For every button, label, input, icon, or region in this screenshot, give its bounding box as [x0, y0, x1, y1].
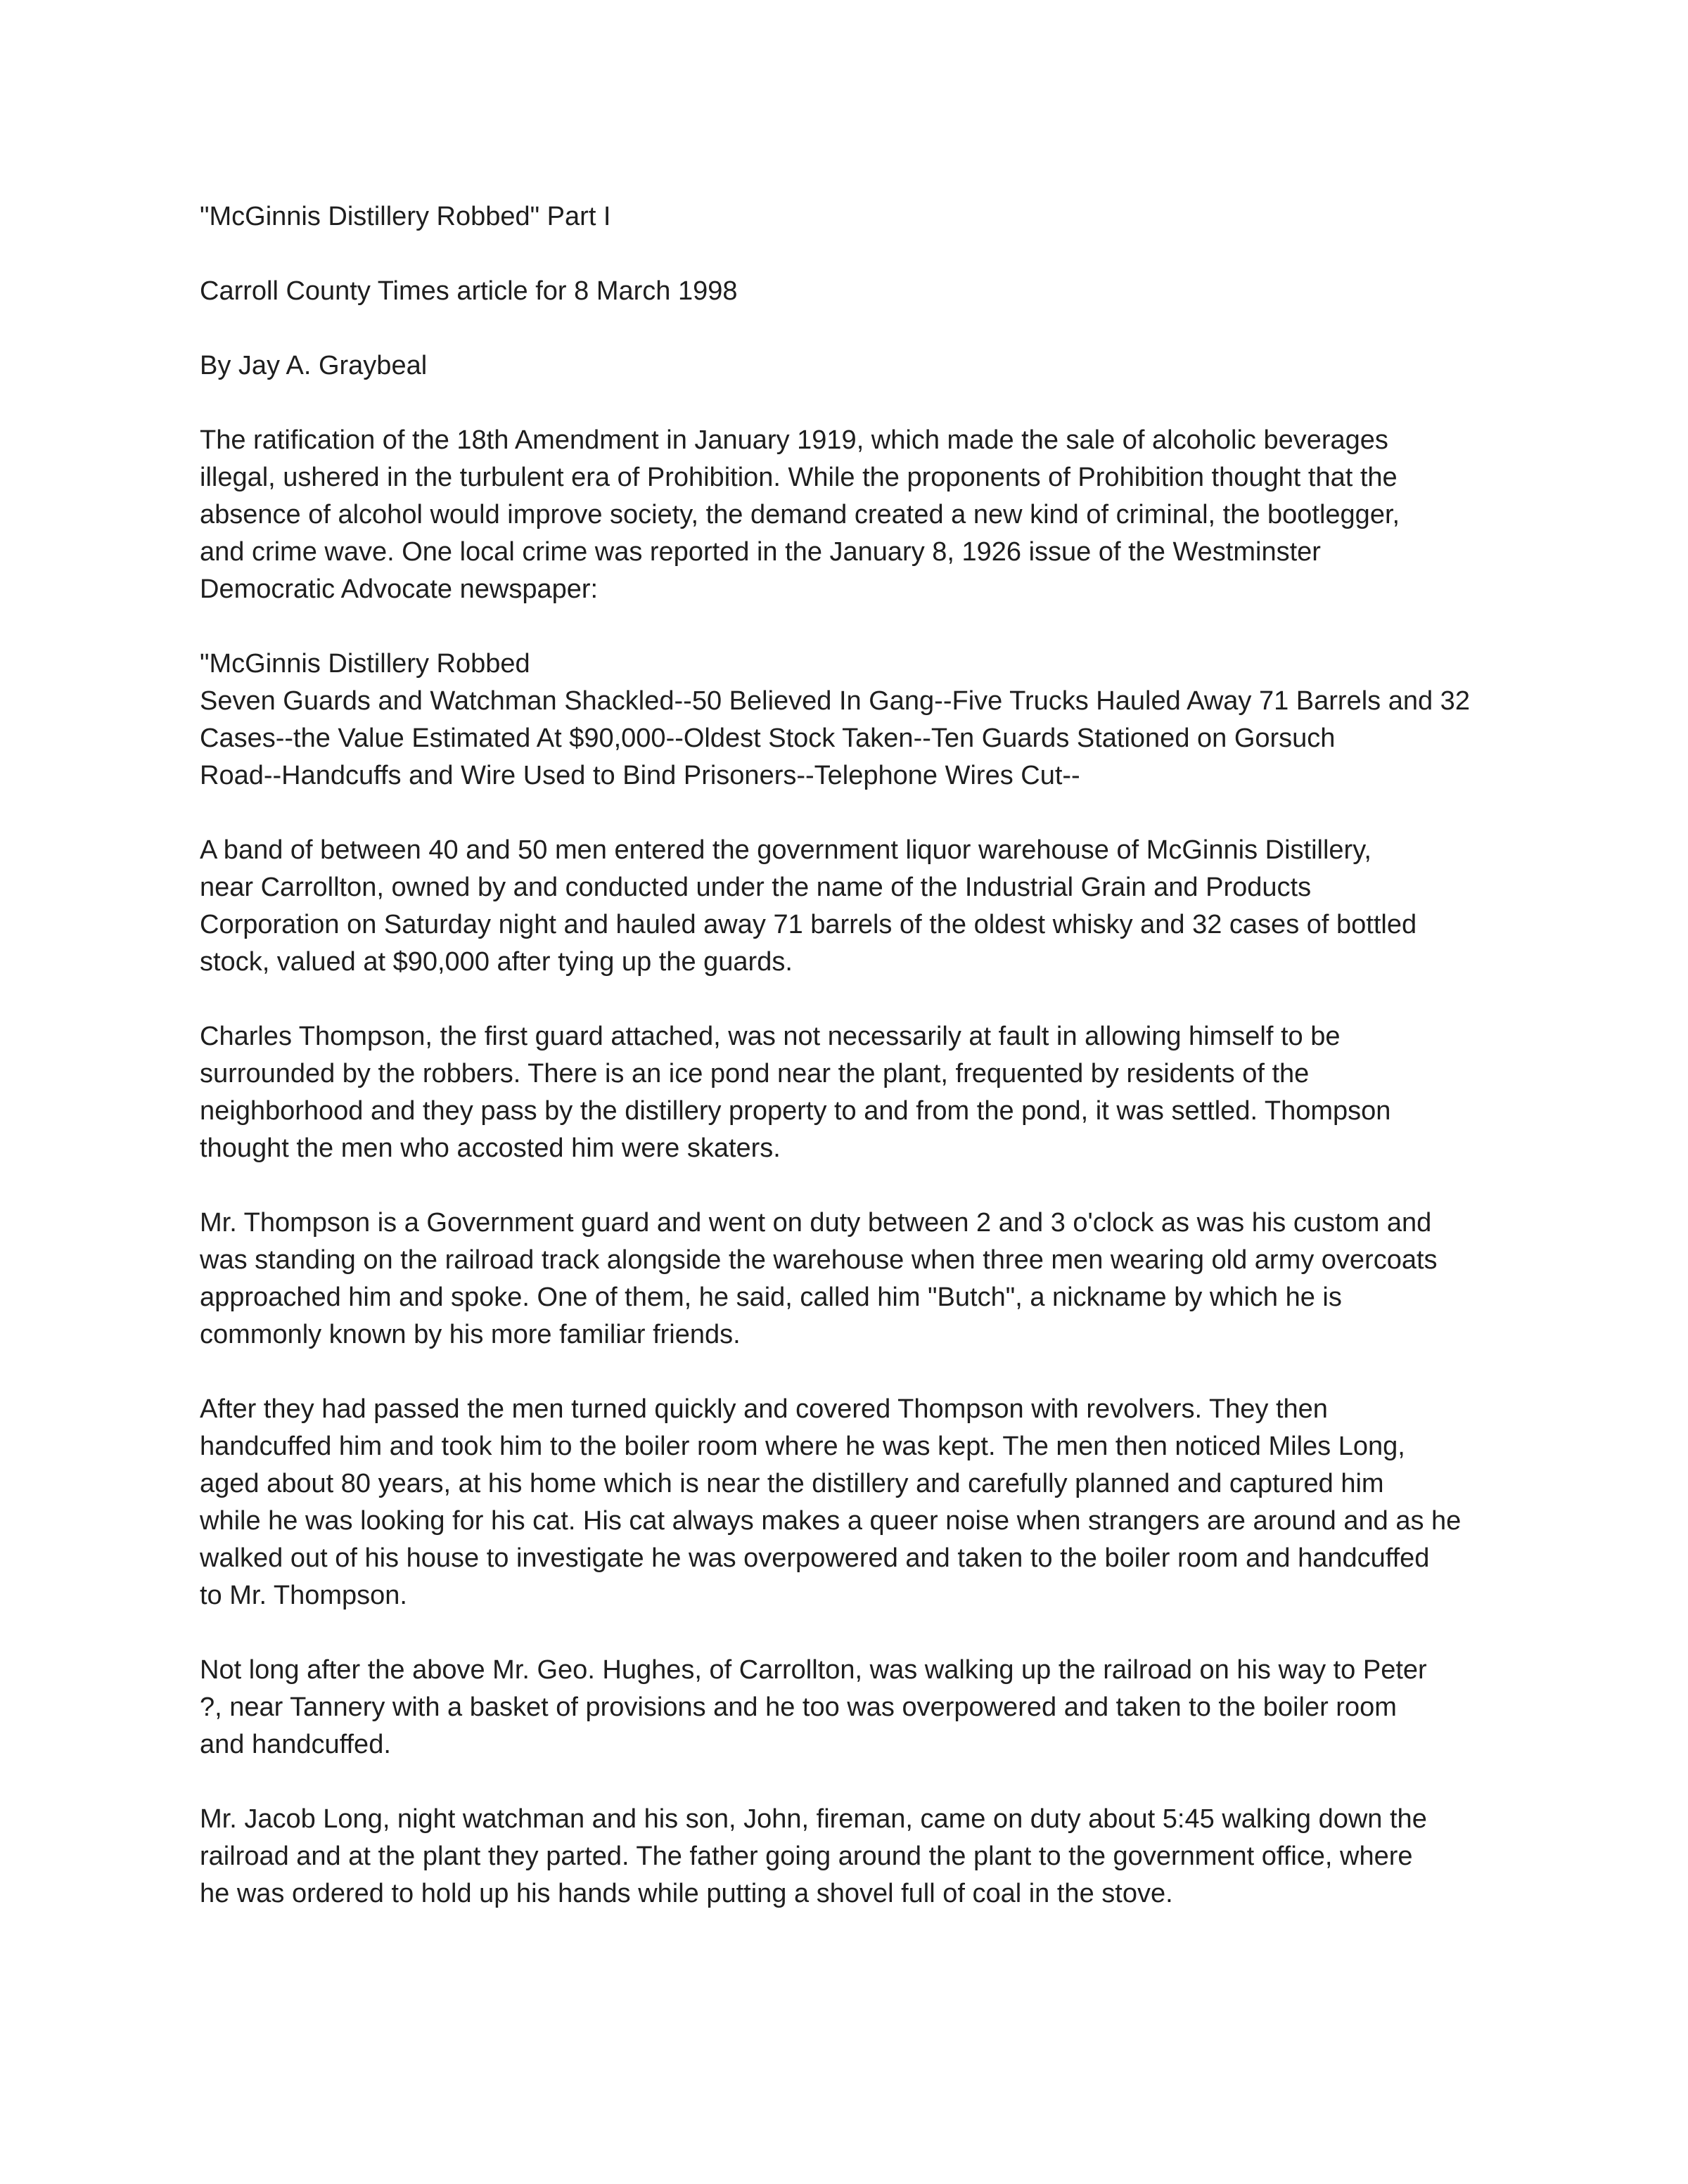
quote-subheadline: Seven Guards and Watchman Shackled--50 Believed In Gang--Five Trucks Hauled Away 71 Barrels and 32 Cases--the Value Estimated At $90,000--Oldest Stock Taken--Ten Guards Stationed on Gorsuch Road--Handcuffs and Wire Used to Bind Prisoners--Telephone Wires Cut-- — [200, 686, 1470, 790]
document-title: "McGinnis Distillery Robbed" Part I — [200, 202, 611, 231]
paragraph-hughes: Not long after the above Mr. Geo. Hughes, of Carrollton, was walking up the railroad on his way to Peter ?, near Tannery with a basket of provisions and he too was overpowered and taken to the boiler room and handcuffed. — [200, 1655, 1427, 1759]
paragraph-thompson: Charles Thompson, the first guard attached, was not necessarily at fault in allowing himself to be surrounded by the robbers. There is an ice pond near the plant, frequented by residents of the neighborhood and they pass by the distillery property to and from the pond, it was settled. Thompson thought the men who accosted him were skaters. — [200, 1022, 1391, 1163]
paragraph-miles-long: After they had passed the men turned quickly and covered Thompson with revolvers. They then handcuffed him and took him to the boiler room where he was kept. The men then noticed Miles Long, aged about 80 years, at his home which is near the distillery and carefully planned and captured him while he was looking for his cat. His cat always makes a queer noise when strangers are around and as he walked out of his house to investigate he was overpowered and taken to the boiler room and handcuffed to Mr. Thompson. — [200, 1394, 1462, 1610]
quote-headline: "McGinnis Distillery Robbed — [200, 649, 530, 679]
paragraph-guard-duty: Mr. Thompson is a Government guard and went on duty between 2 and 3 o'clock as was his custom and was standing on the railroad track alongside the warehouse when three men wearing old army overcoats approached him and spoke. One of them, he said, called him "Butch", a nickname by which he is commonly known by his more familiar friends. — [200, 1208, 1438, 1349]
paragraph-robbery: A band of between 40 and 50 men entered the government liquor warehouse of McGinnis Distillery, near Carrollton, owned by and conducted under the name of the Industrial Grain and Products Corporation on Saturday night and hauled away 71 barrels of the oldest whisky and 32 cases of bottled stock, valued at $90,000 after tying up the guards. — [200, 835, 1417, 977]
document-body — [200, 198, 1508, 1950]
byline: By Jay A. Graybeal — [200, 351, 428, 380]
intro-paragraph: The ratification of the 18th Amendment in January 1919, which made the sale of alcoholic beverages illegal, ushered in the turbulent era of Prohibition. While the proponents of Prohibition thought that the absence of alcohol would improve society, the demand created a new kind of criminal, the bootlegger, and crime wave. One local crime was reported in the January 8, 1926 issue of the Westminster Democratic Advocate newspaper: — [200, 425, 1400, 604]
source-line: Carroll County Times article for 8 March 1998 — [200, 276, 738, 306]
paragraph-jacob-long: Mr. Jacob Long, night watchman and his son, John, fireman, came on duty about 5:45 walking down the railroad and at the plant they parted. The father going around the plant to the government office, where he was ordered to hold up his hands while putting a shovel full of coal in the stove. — [200, 1804, 1427, 1908]
